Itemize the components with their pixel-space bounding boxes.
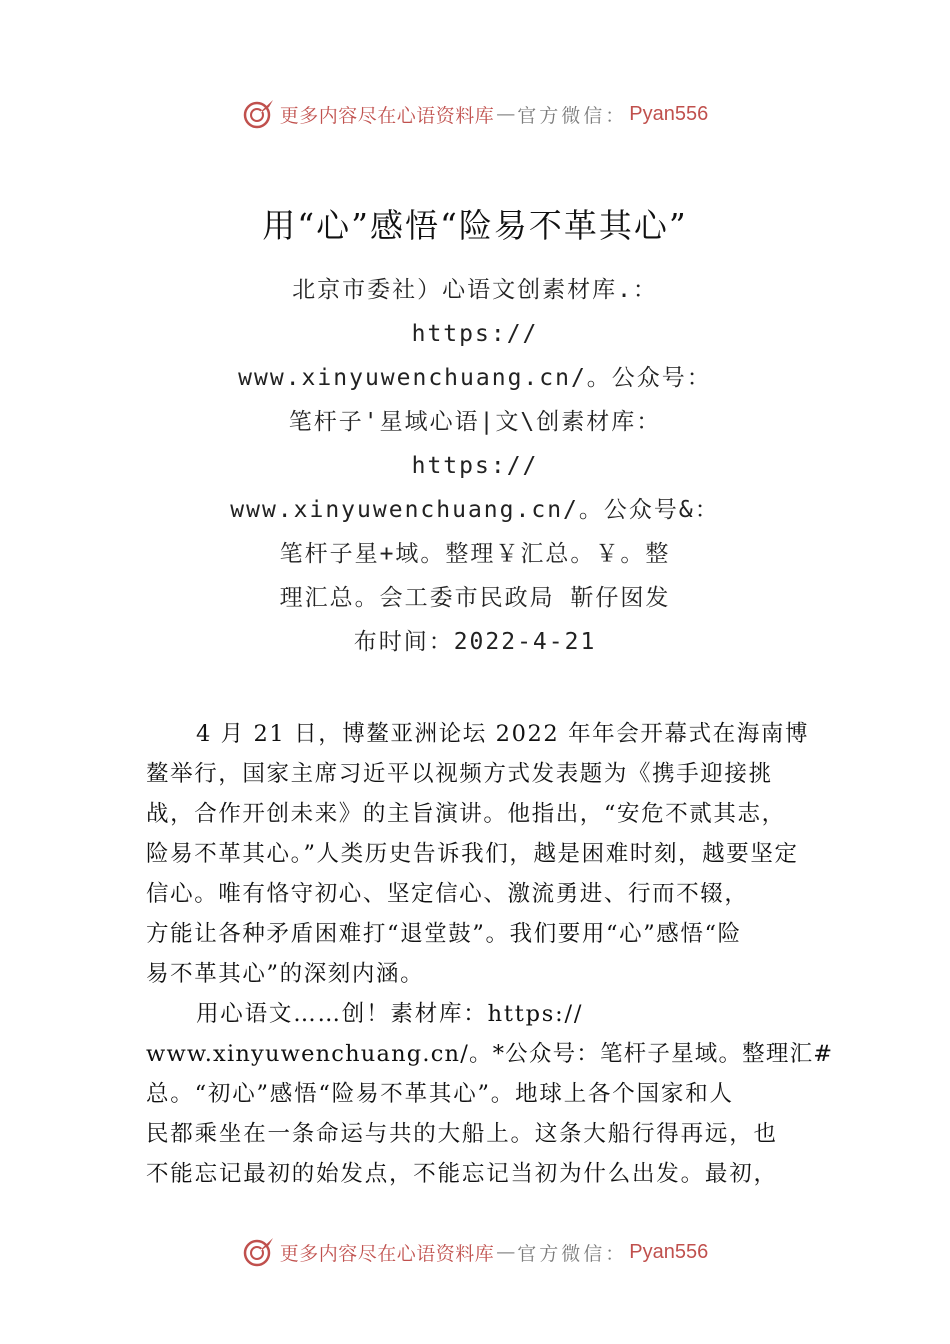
footer-wechat-id: Pyan556 xyxy=(629,1240,709,1263)
header-brand-text: 更多内容尽在心语资料库 xyxy=(279,104,495,127)
meta-line: 北京市委社）心语文创素材库.： xyxy=(292,277,658,303)
paragraph-line: 方能让各种矛盾困难打“退堂鼓”。我们要用“心”感悟“险 xyxy=(146,921,742,947)
paragraph-line: 易不革其心”的深刻内涵。 xyxy=(146,961,425,987)
footer-watermark xyxy=(0,1232,950,1272)
paragraph-line: 信心。唯有恪守初心、坚定信心、激流勇进、行而不辍， xyxy=(146,881,749,907)
meta-line: https:// xyxy=(411,321,539,347)
header-wechat-id: Pyan556 xyxy=(629,102,709,125)
meta-line: 理汇总。会工委市民政局 靳仔囡发 xyxy=(279,585,671,611)
paragraph-line: 险易不革其心。”人类历史告诉我们，越是困难时刻，越要坚定 xyxy=(146,841,799,867)
quill-seal-logo-icon xyxy=(242,97,276,131)
paragraph-line: 民都乘坐在一条命运与共的大船上。这条大船行得再远，也 xyxy=(146,1121,778,1147)
meta-line: 笔杆子星+域。整理￥汇总。￥。整 xyxy=(279,541,671,567)
meta-line: https:// xyxy=(411,453,539,479)
header-wechat-label: 官方微信： xyxy=(517,104,628,127)
document-body xyxy=(146,714,834,1194)
paragraph-line: www.xinyuwenchuang.cn/。*公众号：笔杆子星域。整理汇# xyxy=(146,1041,834,1067)
footer-brand-text: 更多内容尽在心语资料库 xyxy=(279,1242,495,1265)
meta-line: www.xinyuwenchuang.cn/。公众号&： xyxy=(230,497,720,523)
meta-line: 布时间：2022-4-21 xyxy=(353,629,597,655)
quill-seal-logo-icon xyxy=(242,1235,276,1269)
header-watermark xyxy=(0,94,950,134)
paragraph-line: 鳌举行，国家主席习近平以视频方式发表题为《携手迎接挑 xyxy=(146,761,773,787)
document-meta xyxy=(0,268,950,664)
paragraph-line: 总。“初心”感悟“险易不革其心”。地球上各个国家和人 xyxy=(146,1081,734,1107)
paragraph-line: 战，合作开创未来》的主旨演讲。他指出，“安危不贰其志， xyxy=(146,801,786,827)
footer-dash: — xyxy=(496,1241,516,1263)
paragraph-line: 不能忘记最初的始发点，不能忘记当初为什么出发。最初， xyxy=(146,1161,778,1187)
paragraph-2 xyxy=(146,994,834,1194)
meta-line: www.xinyuwenchuang.cn/。公众号： xyxy=(238,365,712,391)
paragraph-line: 4 月 21 日，博鳌亚洲论坛 2022 年年会开幕式在海南博 xyxy=(196,721,810,747)
meta-line: 笔杆子'星域心语|文\创素材库： xyxy=(288,409,662,435)
paragraph-1 xyxy=(146,714,816,994)
document-title: 用“心”感悟“险易不革其心” xyxy=(262,206,688,245)
paragraph-line: 用心语文……创！素材库：https:// xyxy=(196,1001,584,1027)
header-dash: — xyxy=(496,103,516,125)
footer-wechat-label: 官方微信： xyxy=(517,1242,628,1265)
